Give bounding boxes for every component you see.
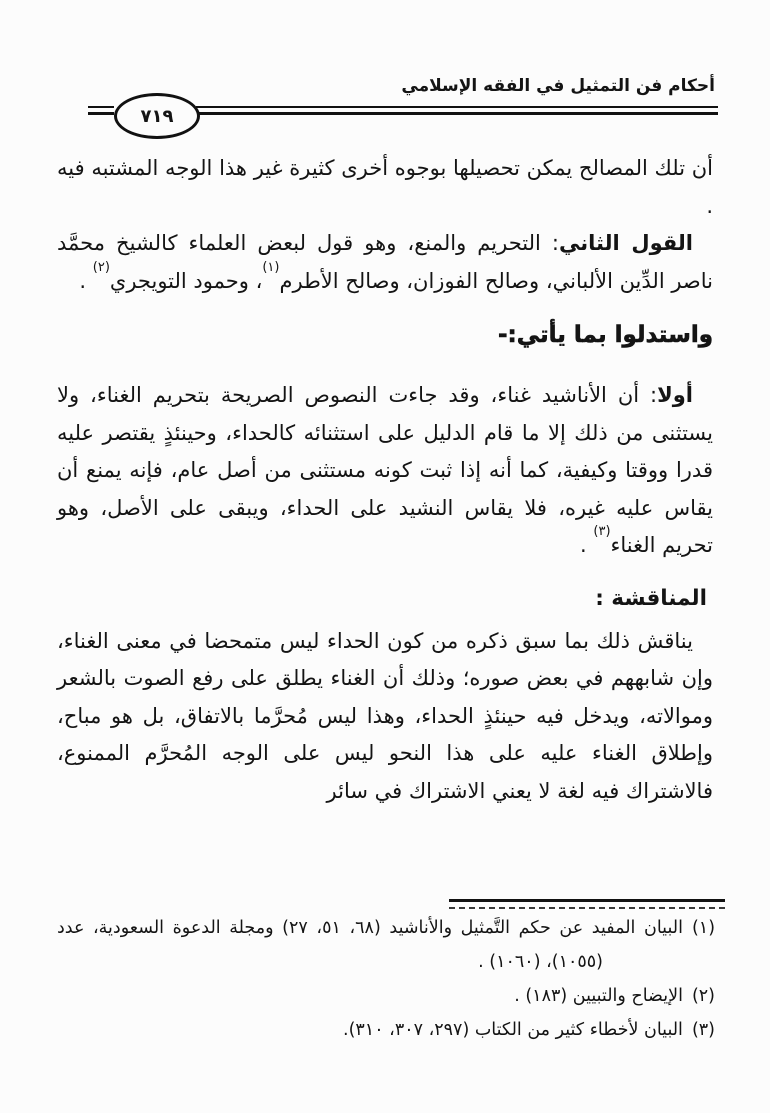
footnote-item — [57, 979, 715, 1013]
header-rule-long — [196, 106, 718, 115]
section-heading-evidence: واستدلوا بما يأتي:- — [497, 322, 713, 348]
paragraph-text: . — [79, 268, 93, 293]
footnote-text: البيان المفيد عن حكم التَّمثيل والأناشيد (٦٨، ٥١، ٢٧) ومجلة الدعوة السعودية، عدد (١٠٥٥)، (١٠٦٠) . — [57, 918, 683, 972]
paragraph-text: . — [580, 533, 594, 557]
footnote-marker: (٣) — [691, 1020, 715, 1040]
page-number: ٧١٩ — [140, 105, 174, 127]
paragraph-discussion: يناقش ذلك بما سبق ذكره من كون الحداء ليس متمحضا في معنى الغناء، وإن شابههم في بعض صوره؛ وذلك أن الغناء يطلق على رفع الصوت بالشعر وموالاته، ويدخل فيه حينئذٍ الحداء، وهذا ليس مُحرَّما بالاتفاق، بل هو مباح، وإطلاق الغناء عليه على هذا النحو ليس على الوجه المُحرَّم الممنوع، فالاشتراك فيه لغة لا يعني الاشتراك في سائر — [57, 628, 713, 803]
footnote-item — [57, 911, 715, 979]
paragraph-continuation: أن تلك المصالح يمكن تحصيلها بوجوه أخرى كثيرة غير هذا الوجه المشتبه فيه . — [57, 156, 713, 218]
bold-lead-first: أولا — [657, 383, 693, 407]
page-number-badge — [114, 93, 200, 139]
footnote-text: البيان لأخطاء كثير من الكتاب (٢٩٧، ٣٠٧، ٣١٠). — [343, 1020, 683, 1040]
footnote-marker: (٢) — [691, 986, 715, 1006]
paragraph-text: : التحريم والمنع، وهو قول لبعض العلماء كالشيخ محمَّد ناصر الدِّين الألباني، وصالح الفوزان، وصالح الأطرم — [57, 231, 713, 293]
footnote-ref-1: (١) — [262, 259, 280, 275]
paragraph-text: ، وحمود التويجري — [109, 268, 263, 293]
footnotes — [57, 911, 715, 1047]
bold-lead-second-opinion: القول الثاني — [559, 231, 693, 255]
page-body — [57, 150, 713, 810]
footnote-marker: (١) — [691, 918, 716, 938]
footnote-text: الإيضاح والتبيين (١٨٣) . — [514, 986, 683, 1006]
footnote-ref-3: (٣) — [593, 524, 611, 539]
footnote-item — [57, 1013, 715, 1047]
footnote-ref-2: (٢) — [92, 259, 110, 275]
running-head-title: أحكام فن التمثيل في الفقه الإسلامي — [401, 76, 715, 96]
paragraph-first-argument — [57, 377, 713, 565]
header-rule-short — [88, 106, 114, 115]
section-heading-discussion: المناقشة : — [595, 585, 707, 611]
footnote-separator — [449, 899, 725, 909]
paragraph-second-opinion — [57, 225, 713, 300]
paragraph-text: : أن الأناشيد غناء، وقد جاءت النصوص الصريحة بتحريم الغناء، ولا يستثنى من ذلك إلا ما قام الدليل على استثنائه كالحداء، وحينئذٍ يقتصر عليه قدرا ووقتا وكيفية، كما أنه إذا ثبت كونه مستثنى من أصل عام، فإنه يمنع أن يقاس عليه غيره، فلا يقاس النشيد على الحداء، ويبقى على الأصل، وهو تحريم الغناء — [57, 383, 713, 557]
